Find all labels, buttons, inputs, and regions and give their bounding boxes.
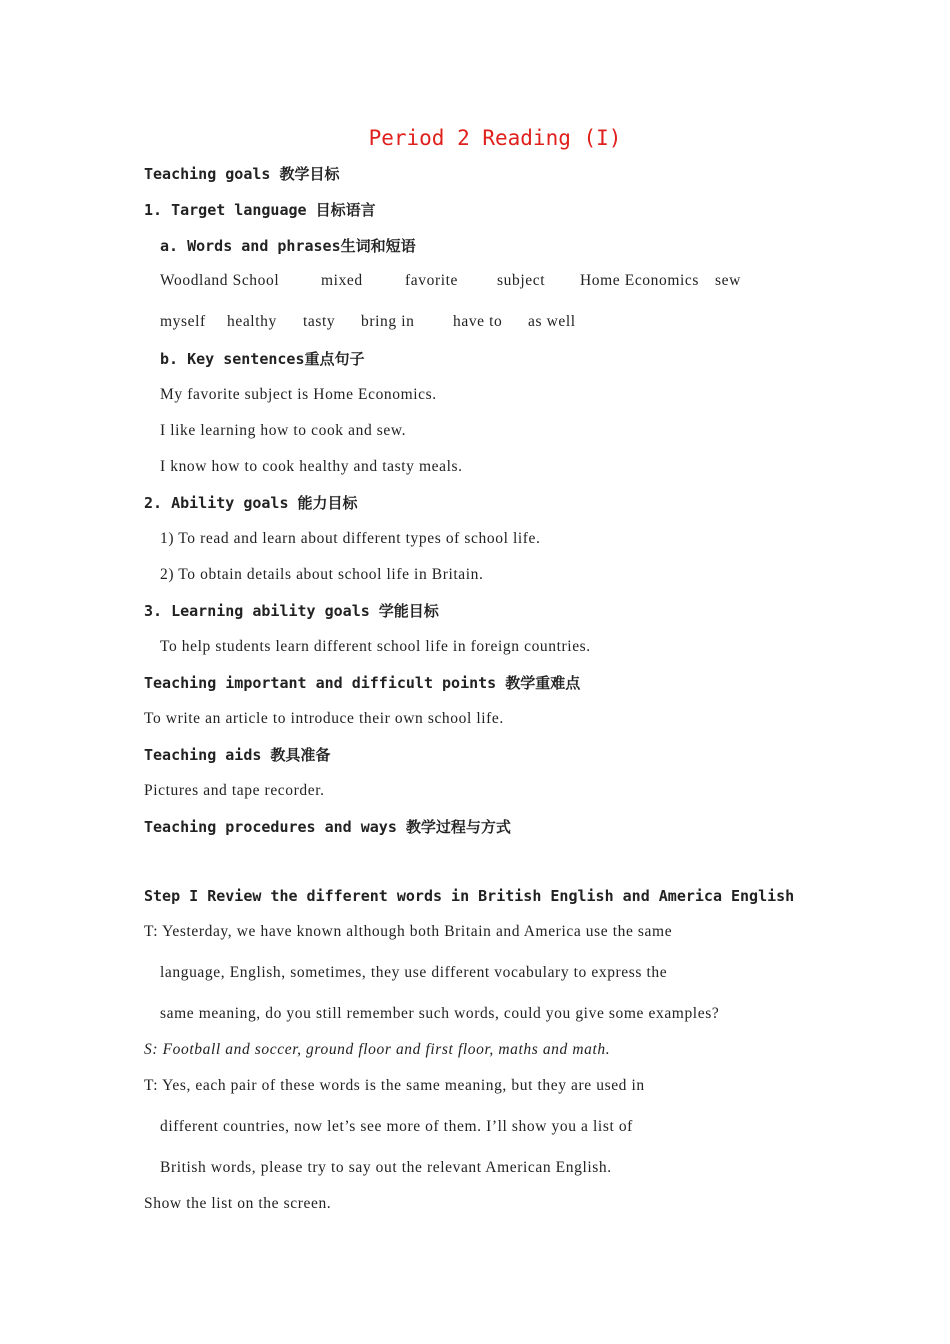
important-points-text: To write an article to introduce their own school life. [144, 710, 504, 727]
teacher-line: different countries, now let’s see more of them. I’ll show you a list of [160, 1118, 633, 1135]
words-row-2 [0, 313, 950, 333]
word-item: subject [497, 272, 546, 289]
word-item: sew [715, 272, 741, 289]
teacher-line: T: Yes, each pair of these words is the same meaning, but they are used in [144, 1077, 645, 1094]
key-sentence: I like learning how to cook and sew. [160, 422, 407, 439]
teacher-line: same meaning, do you still remember such words, could you give some examples? [160, 1005, 720, 1022]
teaching-aids-heading: Teaching aids 教具准备 [144, 746, 331, 764]
word-item: healthy [227, 313, 277, 330]
word-item: have to [453, 313, 503, 330]
teacher-line: language, English, sometimes, they use different vocabulary to express the [160, 964, 668, 981]
student-line: S: Football and soccer, ground floor and first floor, maths and math. [144, 1041, 611, 1058]
word-item: myself [160, 313, 206, 330]
word-item: Woodland School [160, 272, 280, 289]
procedures-heading: Teaching procedures and ways 教学过程与方式 [144, 818, 511, 836]
target-language-heading: 1. Target language 目标语言 [144, 201, 376, 219]
ability-goal-item: 1) To read and learn about different types of school life. [160, 530, 541, 547]
learning-ability-text: To help students learn different school life in foreign countries. [160, 638, 591, 655]
word-item: favorite [405, 272, 458, 289]
learning-ability-heading: 3. Learning ability goals 学能目标 [144, 602, 439, 620]
show-list-line: Show the list on the screen. [144, 1195, 332, 1212]
teaching-aids-text: Pictures and tape recorder. [144, 782, 325, 799]
words-phrases-heading: a. Words and phrases生词和短语 [160, 237, 416, 255]
word-item: Home Economics [580, 272, 700, 289]
key-sentences-heading: b. Key sentences重点句子 [160, 350, 365, 368]
word-item: as well [528, 313, 576, 330]
ability-goals-heading: 2. Ability goals 能力目标 [144, 494, 358, 512]
teaching-goals-heading: Teaching goals 教学目标 [144, 165, 340, 183]
teacher-line: T: Yesterday, we have known although both Britain and America use the same [144, 923, 673, 940]
important-points-heading: Teaching important and difficult points 教学重难点 [144, 674, 581, 692]
word-item: tasty [303, 313, 336, 330]
key-sentence: I know how to cook healthy and tasty meals. [160, 458, 463, 475]
page-title: Period 2 Reading (I) [368, 126, 622, 150]
step1-heading: Step I Review the different words in British English and America English [144, 887, 795, 905]
teacher-line: British words, please try to say out the relevant American English. [160, 1159, 612, 1176]
word-item: mixed [321, 272, 363, 289]
word-item: bring in [361, 313, 415, 330]
ability-goal-item: 2) To obtain details about school life in Britain. [160, 566, 484, 583]
words-row-1 [0, 272, 950, 292]
key-sentence: My favorite subject is Home Economics. [160, 386, 437, 403]
